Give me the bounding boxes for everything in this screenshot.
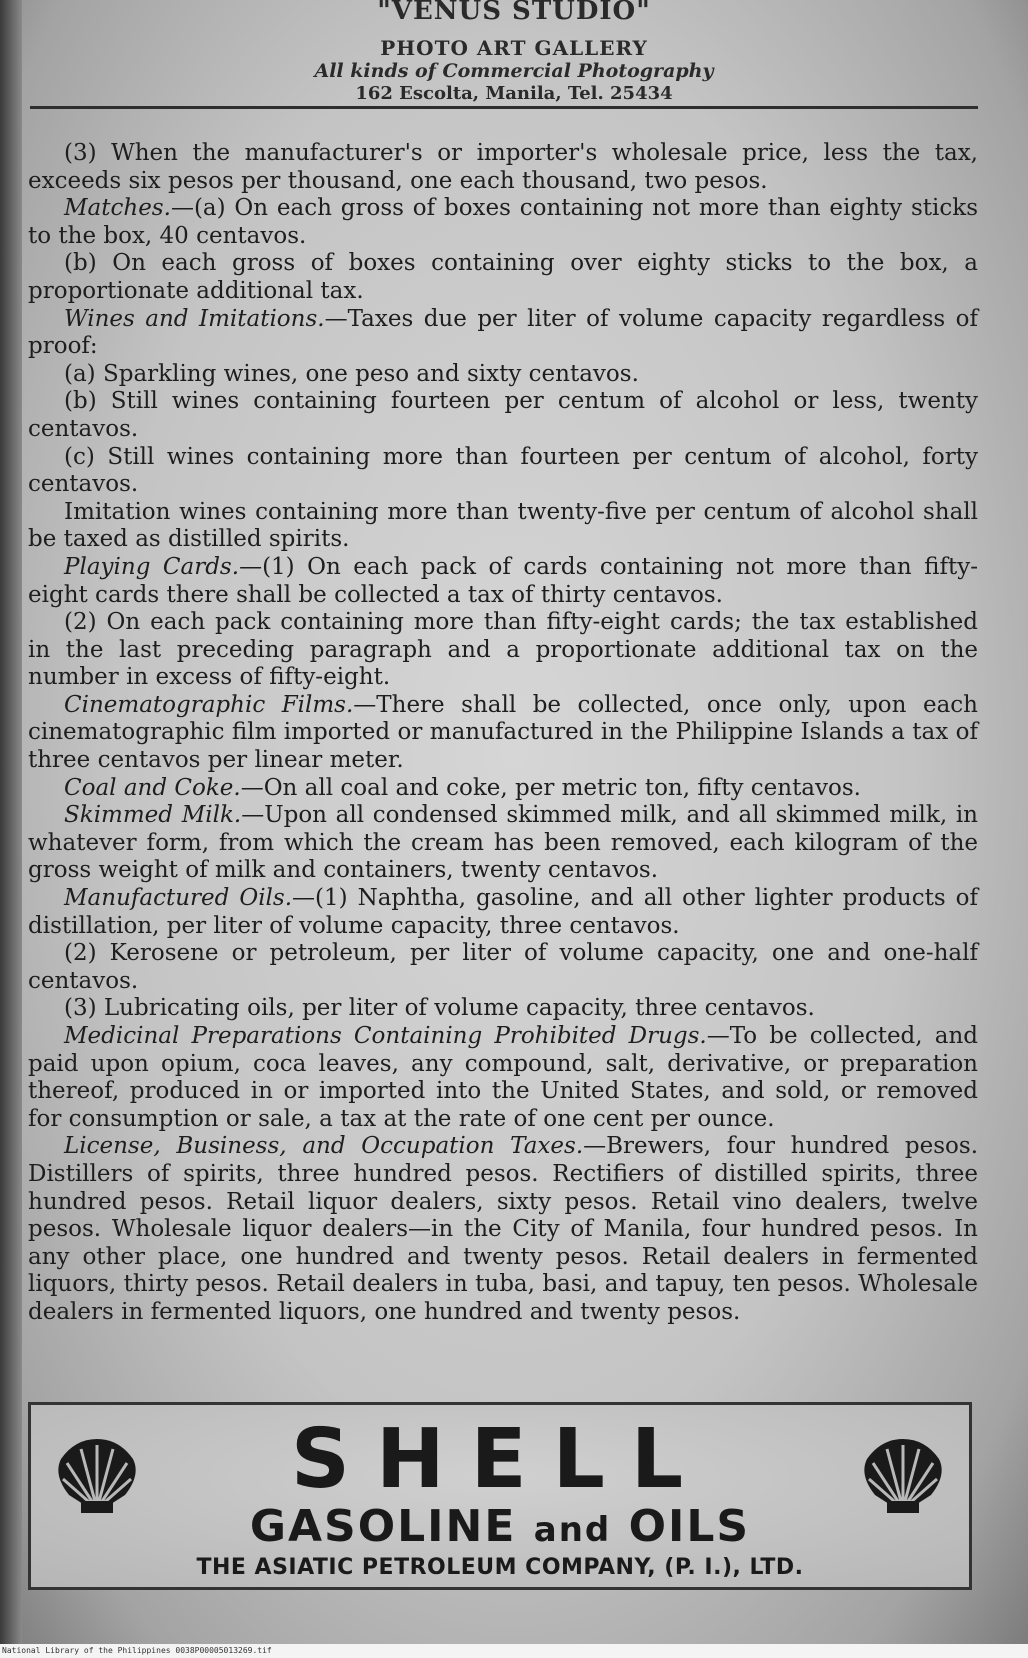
paragraph: (c) Still wines containing more than fourteen per centum of alcohol, forty centavos. — [28, 443, 978, 498]
gallery-tagline: All kinds of Commercial Photography — [314, 60, 714, 82]
gallery-title: PHOTO ART GALLERY — [380, 36, 648, 60]
paragraph: (a) Sparkling wines, one peso and sixty centavos. — [64, 360, 639, 387]
page-edge-shadow — [0, 0, 22, 1658]
paragraph: Cinematographic Films.—There shall be collected, once only, upon each cinematographic film imported or manufactured in the Philippine Islands a tax of three centavos per linear meter. — [28, 691, 978, 774]
gallery-address: 162 Escolta, Manila, Tel. 25434 — [355, 83, 673, 104]
scan-credit: National Library of the Philippines 0038P00005013269.tif — [0, 1644, 1028, 1658]
product-line: GASOLINE and OILS — [249, 1501, 751, 1552]
studio-name: "VENUS STUDIO" — [377, 0, 651, 26]
paragraph: Imitation wines containing more than twenty-five per centum of alcohol shall be taxed as distilled spirits. — [28, 498, 978, 553]
paragraph: Wines and Imitations.—Taxes due per liter of volume capacity regardless of proof: — [28, 305, 978, 360]
paragraph: Skimmed Milk.—Upon all condensed skimmed milk, and all skimmed milk, in whatever form, from which the cream has been removed, each kilogram of the gross weight of milk and containers, twenty centavos. — [28, 802, 978, 884]
shell-brand: SHELL — [290, 1412, 710, 1507]
paragraph: Manufactured Oils.—(1) Naphtha, gasoline, and all other lighter products of distillation, per liter of volume capacity, three centavos. — [28, 885, 978, 939]
paragraph: License, Business, and Occupation Taxes.—Brewers, four hundred pesos. Distillers of spirits, three hundred pesos. Rectifiers of distilled spirits, three hundred pesos. Retail liquor dealers, sixty pesos. Retail vino dealers, twelve pesos. Wholesale liquor dealers—in the City of Manila, four hundred pesos. In any other place, one hundred and twenty pesos. Retail dealers in fermented liquors, thirty pesos. Retail dealers in tuba, basi, and tapuy, ten pesos. Wholesale dealers in fermented liquors, one hundred and twenty pesos. — [28, 1133, 978, 1325]
shell-logo-icon — [857, 1435, 949, 1517]
paragraph: (3) Lubricating oils, per liter of volume capacity, three centavos. — [64, 995, 815, 1022]
shell-advertisement — [28, 1402, 972, 1590]
paragraph: Coal and Coke.—On all coal and coke, per metric ton, fifty centavos. — [64, 774, 861, 801]
paragraph: Medicinal Preparations Containing Prohibited Drugs.—To be collected, and paid upon opium, coca leaves, any compound, salt, derivative, or preparation thereof, produced in or imported into the United States, and sold, or removed for consumption or sale, a tax at the rate of one cent per ounce. — [28, 1023, 978, 1132]
paragraph: (b) On each gross of boxes containing over eighty sticks to the box, a proportionate additional tax. — [28, 250, 978, 304]
paragraph: (2) On each pack containing more than fifty-eight cards; the tax established in the last preceding paragraph and a proportionate additional tax on the number in excess of fifty-eight. — [28, 609, 978, 691]
paragraph: (3) When the manufacturer's or importer's wholesale price, less the tax, exceeds six pesos per thousand, one each thousand, two pesos. — [28, 140, 978, 194]
company-name: THE ASIATIC PETROLEUM COMPANY, (P. I.), LTD. — [196, 1555, 804, 1580]
paragraph: Playing Cards.—(1) On each pack of cards containing not more than fifty-eight cards there shall be collected a tax of thirty centavos. — [28, 553, 978, 608]
header-rule — [30, 106, 978, 109]
tax-text-body — [28, 140, 978, 1327]
paragraph: (b) Still wines containing fourteen per centum of alcohol or less, twenty centavos. — [28, 388, 978, 442]
paragraph: (2) Kerosene or petroleum, per liter of volume capacity, one and one-half centavos. — [28, 940, 978, 994]
paragraph: Matches.—(a) On each gross of boxes containing not more than eighty sticks to the box, 40 centavos. — [28, 195, 978, 249]
